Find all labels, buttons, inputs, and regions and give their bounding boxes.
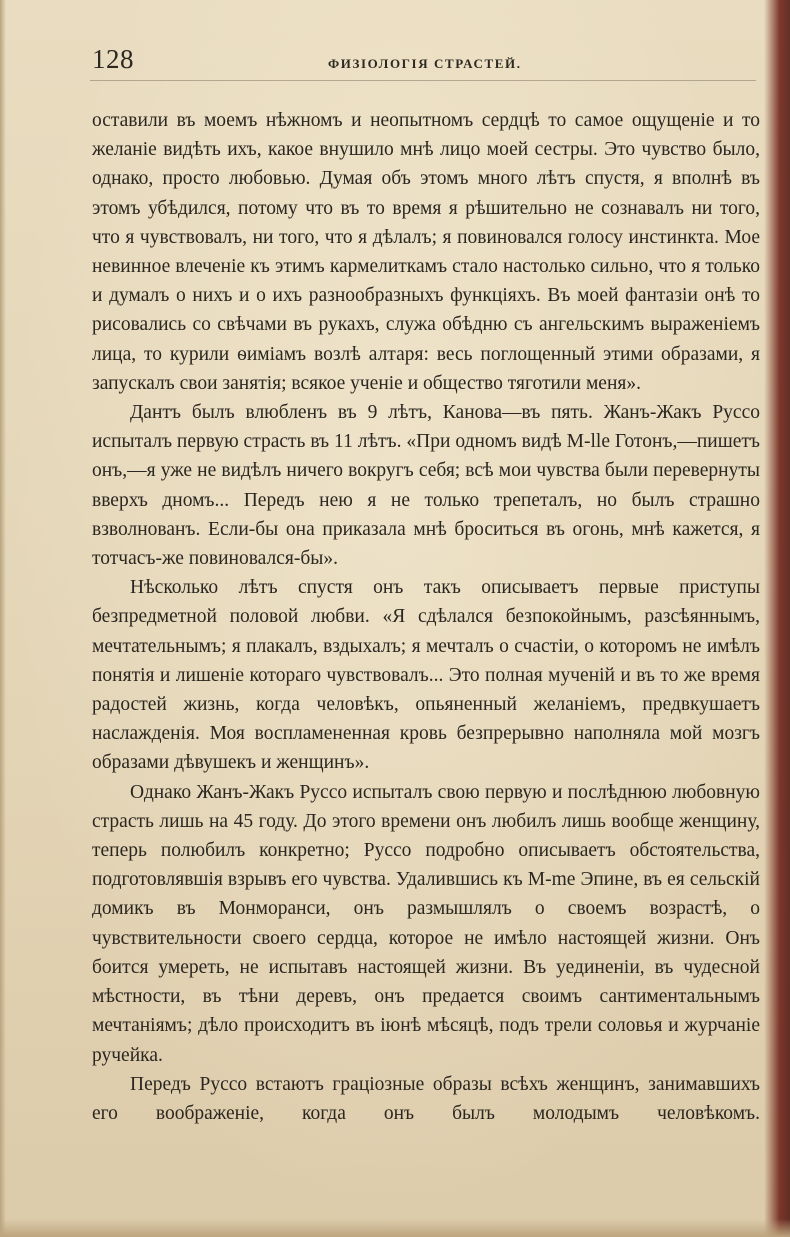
page-number: 128 [92,44,134,74]
body-text [92,106,760,1128]
paragraph-2: Дантъ былъ влюбленъ въ 9 лѣтъ, Канова—въ пять. Жанъ-Жакъ Руссо испыталъ первую страсть въ 11 лѣтъ. «При одномъ видѣ М-lle Готонъ,—пишетъ онъ,—я уже не видѣлъ ничего вокругъ себя; всѣ мои чувства были перевернуты вверхъ дномъ... Передъ нею я не только трепеталъ, но былъ страшно взволнованъ. Если-бы она приказала мнѣ броситься въ огонь, мнѣ кажется, я тотчасъ-же повиновался-бы». [92,402,760,570]
paragraph-5: Передъ Руссо встаютъ граціозные образы всѣхъ женщинъ, занимавшихъ его воображеніе, когда онъ былъ молодымъ человѣкомъ. [92,1073,760,1124]
page-left-shadow [0,0,6,1237]
paragraph-1: оставили въ моемъ нѣжномъ и неопытномъ сердцѣ то самое ощущеніе и то желаніе видѣть ихъ, какое внушило мнѣ лицо моей сестры. Это чувство было, однако, просто любовью. Думая объ этомъ много лѣтъ спустя, я вполнѣ въ этомъ убѣдился, потому что въ то время я рѣшительно не сознавалъ ни того, что я чувствовалъ, ни того, что я дѣлалъ; я повиновался голосу инстинкта. Мое невинное влеченіе къ этимъ кармелиткамъ стало настолько сильно, что я только и думалъ о нихъ и о ихъ разнообразныхъ функціяхъ. Въ моей фантазіи онѣ то рисовались со свѣчами въ рукахъ, служа обѣдню съ ангельскимъ выраженіемъ лица, то курили ѳиміамъ возлѣ алтаря: весь поглощенный этими образами, я запускалъ свои занятія; всякое ученіе и общество тяготили меня». [92,110,760,394]
header-rule [90,80,756,81]
running-title: ФИЗІОЛОГІЯ СТРАСТЕЙ. [328,56,522,71]
book-cover-edge [764,0,790,1237]
page-header [92,44,752,78]
paragraph-3: Нѣсколько лѣтъ спустя онъ такъ описываетъ первые приступы безпредметной половой любви. «Я сдѣлался безпокойнымъ, разсѣяннымъ, мечтательнымъ; я плакалъ, вздыхалъ; я мечталъ о счастіи, о которомъ не имѣлъ понятія и лишеніе котораго чувствовалъ... Это полная мученій и въ то же время радостей жизнь, когда человѣкъ, опьяненный желаніемъ, предвкушаетъ наслажденія. Моя воспламененная кровь безпрерывно наполняла мой мозгъ образами дѣвушекъ и женщинъ». [92,577,760,774]
paragraph-4: Однако Жанъ-Жакъ Руссо испыталъ свою первую и послѣднюю любовную страсть лишь на 45 году. До этого времени онъ любилъ лишь вообще женщину, теперь полюбилъ конкретно; Руссо подробно описываетъ обстоятельства, подготовлявшія взрывъ его чувства. Удалившись къ М-me Эпине, въ ея сельскій домикъ въ Монморанси, онъ размышлялъ о своемъ возрастѣ, о чувствительности своего сердца, которое не имѣло настоящей жизни. Онъ боится умереть, не испытавъ настоящей жизни. Въ уединеніи, въ чудесной мѣстности, въ тѣни деревъ, онъ предается своимъ сантиментальнымъ мечтаніямъ; дѣло происходитъ въ іюнѣ мѣсяцѣ, подъ трели соловья и журчаніе ручейка. [92,781,760,1066]
page-bottom-shadow [0,1219,790,1237]
